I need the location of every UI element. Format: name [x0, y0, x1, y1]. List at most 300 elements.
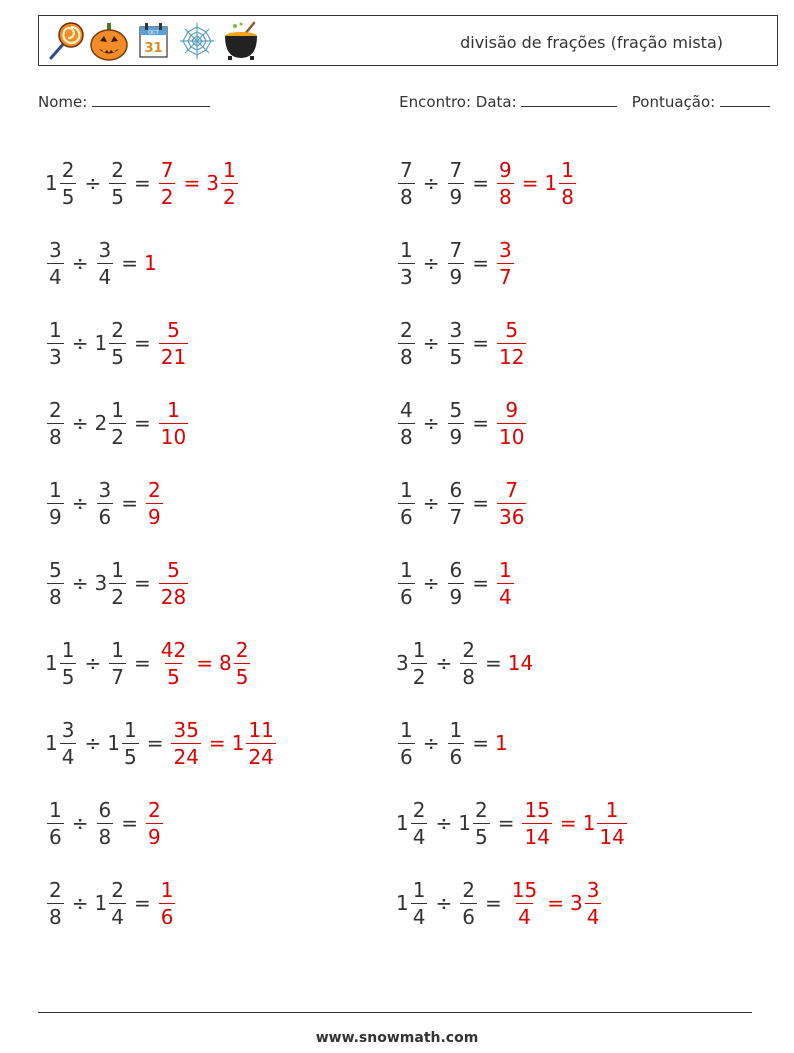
denominator: 6	[49, 824, 62, 849]
whole-number: 1	[544, 171, 558, 195]
denominator: 5	[61, 184, 75, 209]
divide-sign: ÷	[71, 491, 89, 515]
footer-url: www.snowmath.com	[315, 1030, 479, 1046]
dividend	[396, 557, 417, 609]
denominator: 9	[449, 424, 463, 449]
dividend	[45, 557, 66, 609]
equals-sign: =	[133, 171, 151, 195]
denominator: 4	[412, 904, 426, 929]
divisor	[458, 637, 479, 689]
denominator: 36	[499, 504, 525, 529]
numerator: 1	[400, 237, 413, 262]
numerator: 1	[123, 717, 137, 742]
fraction	[97, 477, 114, 529]
divide-sign: ÷	[84, 651, 102, 675]
fraction	[47, 557, 64, 609]
numerator: 3	[449, 317, 463, 342]
answer-integer: 1	[144, 251, 157, 275]
whole-number: 3	[206, 171, 219, 195]
answer	[157, 317, 190, 369]
numerator: 2	[111, 317, 124, 342]
denominator: 3	[49, 344, 62, 369]
denominator: 14	[599, 824, 625, 849]
date-blank[interactable]	[521, 106, 617, 107]
fraction	[97, 237, 114, 289]
denominator: 8	[462, 664, 475, 689]
numerator: 6	[98, 797, 112, 822]
equals-sign: =	[121, 251, 138, 275]
numerator: 3	[499, 237, 512, 262]
divide-sign: ÷	[71, 811, 89, 835]
numerator: 1	[400, 557, 413, 582]
equals-sign: =	[472, 491, 489, 515]
answer-equals-sign: =	[183, 171, 201, 195]
fraction	[460, 637, 477, 689]
denominator: 9	[449, 184, 463, 209]
answer-equals-sign: =	[521, 171, 539, 195]
denominator: 8	[49, 584, 62, 609]
fraction	[597, 797, 626, 849]
answer	[495, 237, 516, 289]
numerator: 1	[561, 157, 574, 182]
dividend	[396, 237, 417, 289]
divide-sign: ÷	[435, 891, 453, 915]
numerator: 7	[505, 477, 519, 502]
lollipop-icon	[45, 20, 85, 62]
denominator: 6	[449, 744, 463, 769]
denominator: 21	[160, 344, 187, 369]
answer-fraction	[159, 877, 176, 929]
problem-row	[396, 783, 629, 863]
denominator: 5	[235, 664, 249, 689]
numerator: 2	[49, 877, 62, 902]
equals-sign: =	[472, 251, 489, 275]
dividend	[396, 317, 417, 369]
numerator: 15	[524, 797, 550, 822]
fraction	[473, 797, 490, 849]
divisor	[446, 557, 467, 609]
whole-number: 3	[569, 891, 583, 915]
denominator: 3	[400, 264, 413, 289]
denominator: 6	[462, 904, 475, 929]
whole-number: 1	[94, 891, 108, 915]
dividend	[45, 877, 66, 929]
header-box	[38, 15, 778, 66]
problem-column-left	[45, 143, 278, 943]
fraction	[448, 397, 465, 449]
equals-sign: =	[484, 651, 502, 675]
numerator: 6	[449, 557, 463, 582]
divide-sign: ÷	[71, 331, 89, 355]
denominator: 14	[524, 824, 550, 849]
equals-sign: =	[472, 171, 489, 195]
fraction	[60, 637, 77, 689]
numerator: 1	[111, 397, 124, 422]
whole-number: 1	[45, 731, 58, 755]
dividend	[396, 717, 417, 769]
divide-sign: ÷	[435, 651, 453, 675]
score-label: Pontuação:	[631, 93, 716, 111]
answer	[495, 557, 516, 609]
denominator: 5	[123, 744, 137, 769]
equals-sign: =	[484, 891, 502, 915]
whole-number: 1	[45, 171, 58, 195]
numerator: 2	[412, 797, 426, 822]
denominator: 6	[400, 584, 413, 609]
fraction	[47, 797, 64, 849]
pumpkin-icon	[89, 20, 129, 62]
answer-equals-sign: =	[196, 651, 213, 675]
whole-number: 1	[582, 811, 596, 835]
denominator: 4	[586, 904, 600, 929]
answer	[144, 797, 165, 849]
name-field	[38, 93, 210, 111]
numerator: 2	[462, 877, 475, 902]
numerator: 1	[400, 477, 413, 502]
fraction	[448, 317, 465, 369]
problem-row	[45, 223, 278, 303]
answer-fraction	[159, 397, 188, 449]
answer-mixed-number	[569, 877, 603, 929]
answer-integer: 14	[507, 651, 534, 675]
answer-fraction	[159, 557, 188, 609]
fraction	[60, 157, 77, 209]
divisor	[94, 557, 128, 609]
fraction	[448, 477, 465, 529]
answer-mixed-number	[231, 717, 278, 769]
denominator: 8	[400, 424, 413, 449]
denominator: 2	[222, 184, 236, 209]
numerator: 1	[412, 877, 426, 902]
divisor	[446, 317, 467, 369]
equals-sign: =	[133, 331, 151, 355]
denominator: 5	[474, 824, 488, 849]
denominator: 7	[111, 664, 124, 689]
whole-number: 3	[396, 651, 409, 675]
date-label: Encontro: Data:	[399, 93, 517, 111]
numerator: 2	[462, 637, 475, 662]
numerator: 1	[400, 717, 413, 742]
whole-number: 1	[396, 811, 409, 835]
numerator: 7	[400, 157, 413, 182]
denominator: 6	[400, 744, 413, 769]
numerator: 1	[61, 637, 75, 662]
denominator: 10	[499, 424, 525, 449]
answer-fraction	[510, 877, 539, 929]
numerator: 7	[449, 157, 463, 182]
divisor	[458, 797, 491, 849]
numerator: 3	[98, 237, 112, 262]
answer-fraction	[146, 477, 163, 529]
divide-sign: ÷	[422, 731, 440, 755]
numerator: 3	[49, 237, 62, 262]
fraction	[246, 717, 275, 769]
divide-sign: ÷	[422, 491, 440, 515]
numerator: 2	[111, 877, 124, 902]
fraction	[47, 397, 64, 449]
equals-sign: =	[146, 731, 164, 755]
whole-number: 1	[45, 651, 58, 675]
fraction	[448, 717, 465, 769]
answer	[495, 317, 528, 369]
dividend	[45, 317, 66, 369]
problem-row	[396, 463, 629, 543]
numerator: 5	[167, 557, 180, 582]
fraction	[97, 797, 114, 849]
fraction	[398, 397, 415, 449]
numerator: 4	[400, 397, 413, 422]
denominator: 4	[518, 904, 531, 929]
icon-strip	[45, 20, 261, 62]
numerator: 2	[148, 797, 161, 822]
name-label: Nome:	[38, 93, 88, 111]
fraction	[122, 717, 139, 769]
divisor	[446, 717, 467, 769]
dividend	[45, 477, 66, 529]
denominator: 5	[167, 664, 180, 689]
equals-sign: =	[121, 811, 138, 835]
whole-number: 2	[94, 411, 108, 435]
equals-sign: =	[472, 331, 489, 355]
divisor	[446, 157, 467, 209]
divisor	[95, 797, 116, 849]
fraction	[221, 157, 238, 209]
fraction	[109, 317, 126, 369]
divide-sign: ÷	[422, 171, 440, 195]
spiderweb-icon	[177, 20, 217, 62]
whole-number: 1	[458, 811, 471, 835]
numerator: 9	[499, 157, 512, 182]
divisor	[446, 477, 467, 529]
footer-divider	[38, 1012, 752, 1013]
fraction	[460, 877, 477, 929]
problem-row	[396, 863, 629, 943]
answer	[495, 477, 528, 529]
dividend	[396, 157, 417, 209]
divide-sign: ÷	[71, 571, 89, 595]
denominator: 7	[499, 264, 512, 289]
numerator: 15	[511, 877, 538, 902]
equals-sign: =	[133, 891, 151, 915]
answer	[508, 877, 604, 929]
problem-row	[396, 303, 629, 383]
numerator: 2	[61, 157, 75, 182]
fraction	[47, 877, 64, 929]
problem-row	[45, 863, 278, 943]
problem-row	[45, 143, 278, 223]
denominator: 6	[400, 504, 413, 529]
numerator: 1	[167, 397, 180, 422]
answer-mixed-number	[582, 797, 629, 849]
numerator: 2	[474, 797, 488, 822]
divide-sign: ÷	[84, 731, 102, 755]
numerator: 1	[49, 797, 62, 822]
calendar-day: 31	[144, 41, 163, 56]
numerator: 2	[148, 477, 161, 502]
denominator: 7	[449, 504, 463, 529]
numerator: 6	[449, 477, 463, 502]
fraction	[398, 557, 415, 609]
answer-equals-sign: =	[208, 731, 226, 755]
answer-fraction	[171, 717, 200, 769]
equals-sign: =	[497, 811, 515, 835]
answer-fraction	[497, 477, 526, 529]
equals-sign: =	[472, 411, 489, 435]
denominator: 9	[449, 264, 463, 289]
answer	[169, 717, 277, 769]
answer	[157, 397, 190, 449]
problem-row	[396, 623, 629, 703]
dividend	[45, 717, 78, 769]
equals-sign: =	[133, 411, 151, 435]
denominator: 8	[499, 184, 512, 209]
denominator: 6	[160, 904, 174, 929]
fraction	[398, 237, 415, 289]
divide-sign: ÷	[422, 571, 440, 595]
fraction	[109, 397, 126, 449]
denominator: 6	[98, 504, 112, 529]
whole-number: 3	[94, 571, 108, 595]
divisor	[107, 157, 128, 209]
divisor	[458, 877, 479, 929]
problem-row	[45, 463, 278, 543]
fraction	[411, 637, 428, 689]
numerator: 1	[605, 797, 619, 822]
numerator: 3	[61, 717, 75, 742]
numerator: 2	[235, 637, 249, 662]
answer-mixed-number	[206, 157, 239, 209]
answer	[495, 157, 578, 209]
whole-number: 8	[218, 651, 232, 675]
fraction	[109, 637, 126, 689]
divide-sign: ÷	[84, 171, 102, 195]
numerator: 1	[449, 717, 463, 742]
divisor	[95, 477, 116, 529]
date-score-fields	[399, 93, 770, 111]
dividend	[45, 237, 66, 289]
answer-mixed-number	[544, 157, 578, 209]
problem-row	[396, 543, 629, 623]
divisor	[94, 397, 128, 449]
worksheet-title: divisão de frações (fração mista)	[460, 33, 723, 52]
denominator: 12	[499, 344, 525, 369]
fraction	[411, 797, 428, 849]
denominator: 4	[412, 824, 426, 849]
fraction	[559, 157, 576, 209]
dividend	[396, 797, 429, 849]
fraction	[234, 637, 251, 689]
whole-number: 1	[231, 731, 245, 755]
dividend	[45, 397, 66, 449]
problem-row	[396, 383, 629, 463]
denominator: 4	[49, 264, 62, 289]
fraction	[47, 237, 64, 289]
whole-number: 1	[94, 331, 108, 355]
calendar-icon	[133, 20, 173, 62]
numerator: 2	[49, 397, 62, 422]
answer-fraction	[497, 237, 514, 289]
numerator: 1	[49, 317, 62, 342]
score-blank[interactable]	[720, 106, 770, 107]
numerator: 9	[505, 397, 519, 422]
numerator: 2	[400, 317, 413, 342]
divide-sign: ÷	[71, 411, 89, 435]
denominator: 4	[61, 744, 75, 769]
numerator: 5	[167, 317, 180, 342]
whole-number: 1	[107, 731, 120, 755]
denominator: 9	[148, 824, 161, 849]
fraction	[109, 557, 126, 609]
numerator: 3	[98, 477, 112, 502]
fraction	[398, 477, 415, 529]
answer-equals-sign: =	[559, 811, 577, 835]
dividend	[396, 877, 429, 929]
fraction	[47, 477, 64, 529]
divide-sign: ÷	[422, 331, 440, 355]
problem-row	[45, 783, 278, 863]
denominator: 5	[111, 344, 124, 369]
denominator: 10	[160, 424, 187, 449]
denominator: 4	[98, 264, 112, 289]
numerator: 11	[248, 717, 274, 742]
dividend	[45, 637, 78, 689]
fraction	[585, 877, 602, 929]
fraction	[398, 157, 415, 209]
dividend	[45, 157, 78, 209]
fraction	[448, 557, 465, 609]
denominator: 8	[98, 824, 112, 849]
name-blank[interactable]	[92, 106, 210, 107]
divisor	[446, 237, 467, 289]
problem-row	[45, 383, 278, 463]
answer-fraction	[497, 317, 526, 369]
answer-fraction	[497, 157, 514, 209]
fraction	[448, 237, 465, 289]
divide-sign: ÷	[422, 411, 440, 435]
problem-row	[45, 623, 278, 703]
denominator: 5	[111, 184, 124, 209]
problem-column-right	[396, 143, 629, 943]
answer-fraction	[497, 557, 514, 609]
numerator: 1	[111, 557, 124, 582]
fraction	[60, 717, 77, 769]
answer	[157, 557, 190, 609]
equals-sign: =	[133, 651, 151, 675]
divisor	[107, 637, 128, 689]
answer	[144, 477, 165, 529]
fraction	[109, 877, 126, 929]
calendar-month: OCT	[148, 30, 159, 36]
numerator: 1	[222, 157, 236, 182]
denominator: 24	[248, 744, 274, 769]
answer	[157, 877, 178, 929]
equals-sign: =	[121, 491, 138, 515]
answer	[157, 157, 240, 209]
equals-sign: =	[133, 571, 151, 595]
denominator: 5	[449, 344, 463, 369]
answer	[144, 251, 157, 275]
numerator: 2	[111, 157, 124, 182]
answer-fraction	[522, 797, 551, 849]
numerator: 1	[499, 557, 512, 582]
equals-sign: =	[472, 571, 489, 595]
problem-row	[45, 543, 278, 623]
divisor	[446, 397, 467, 449]
fraction	[398, 717, 415, 769]
numerator: 3	[586, 877, 600, 902]
denominator: 8	[400, 344, 413, 369]
dividend	[396, 477, 417, 529]
